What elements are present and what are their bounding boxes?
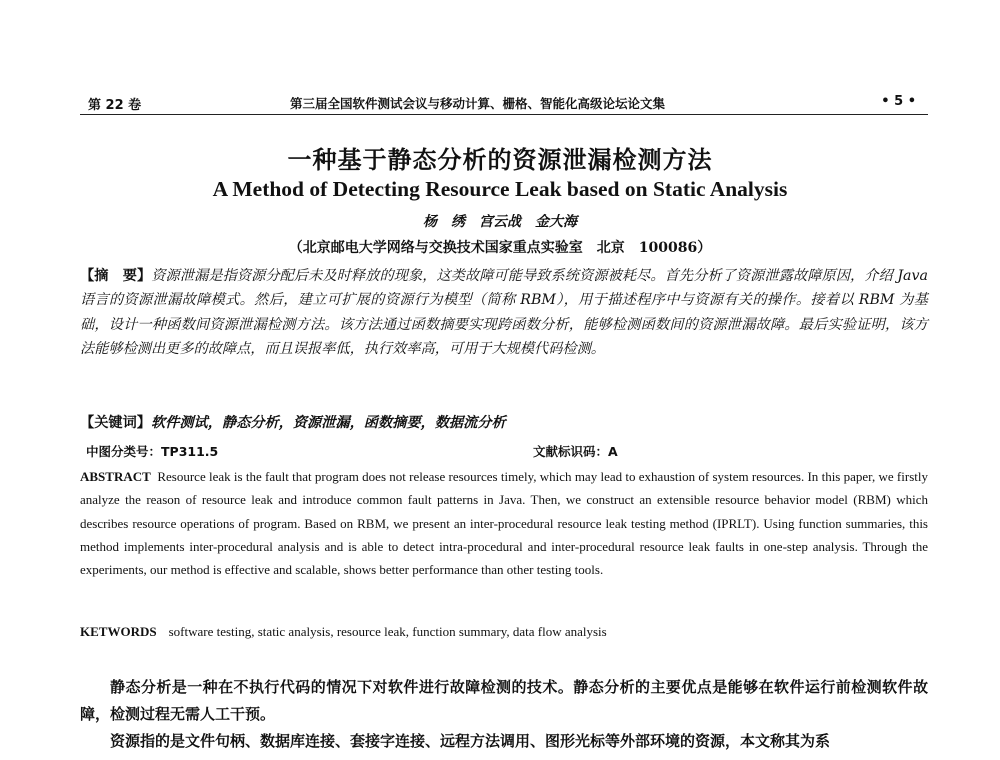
page-number: • 5 • bbox=[881, 94, 916, 109]
keywords-chinese bbox=[80, 413, 928, 433]
abstract-cn-text: 资源泄漏是指资源分配后未及时释放的现象，这类故障可能导致系统资源被耗尽。首先分析了资源泄露故障原因，介绍 Java 语言的资源泄漏故障模式。然后，建立可扩展的资源行为模型（简称 RBM），用于描述程序中与资源有关的操作。接着以 RBM 为基础，设计一种函数间资源泄漏检测方法。该方法通过函数摘要实现跨函数分析，能够检测函数间的资源泄漏故障。最后实验证明，该方法能够检测出更多的故障点，而且误报率低，执行效率高，可用于大规模代码检测。 bbox=[80, 268, 928, 358]
document-code: 文献标识码：A bbox=[533, 444, 618, 459]
conference-title: 第三届全国软件测试会议与移动计算、栅格、智能化高级论坛论文集 bbox=[290, 96, 666, 111]
keywords-cn-text: 软件测试，静态分析，资源泄漏，函数摘要，数据流分析 bbox=[150, 415, 506, 431]
keywords-en-text: software testing, static analysis, resource leak, function summary, data flow analysis bbox=[168, 624, 607, 639]
keywords-en-label: KETWORDS bbox=[80, 624, 157, 639]
title-chinese: 一种基于静态分析的资源泄漏检测方法 bbox=[287, 146, 713, 174]
body-paragraph-1: 静态分析是一种在不执行代码的情况下对软件进行故障检测的技术。静态分析的主要优点是能够在软件运行前检测软件故障，检测过程无需人工干预。 bbox=[80, 678, 928, 723]
running-header bbox=[80, 92, 928, 115]
abstract-chinese bbox=[80, 264, 928, 362]
abstract-en-label: ABSTRACT bbox=[80, 469, 151, 484]
body-text bbox=[80, 674, 928, 755]
abstract-en-text: Resource leak is the fault that program does not release resources timely, which may lead to exhaustion of system resources. In this paper, we firstly analyze the reason of resource leak and introduce common fault patterns in Java. Then, we construct an extensible resource behavior model (RBM) which describes resource operations of program. Based on RBM, we present an inter-procedural resource leak testing method (IPRLT). Using function summaries, this method implements inter-procedural analysis and is able to detect intra-procedural and inter-procedural resource leak faults in one-step analysis. Through the experiments, our method is effective and scalable, shows better performance than other testing tools. bbox=[80, 469, 928, 578]
classification-row bbox=[80, 440, 928, 460]
abstract-english bbox=[80, 465, 928, 581]
abstract-cn-label: 【摘 要】 bbox=[80, 268, 152, 284]
body-paragraph-2: 资源指的是文件句柄、数据库连接、套接字连接、远程方法调用、图形光标等外部环境的资源，本文称其为系 bbox=[110, 732, 831, 750]
affiliation: （北京邮电大学网络与交换技术国家重点实验室 北京 100086） bbox=[288, 240, 712, 256]
keywords-english bbox=[80, 622, 928, 642]
clc-number: 中图分类号：TP311.5 bbox=[86, 444, 219, 459]
volume-number: 第 22 卷 bbox=[88, 98, 142, 113]
keywords-cn-label: 【关键词】 bbox=[80, 415, 151, 431]
title-english: A Method of Detecting Resource Leak based on Static Analysis bbox=[212, 177, 788, 201]
authors: 杨 绣 宫云战 金大海 bbox=[423, 214, 577, 230]
